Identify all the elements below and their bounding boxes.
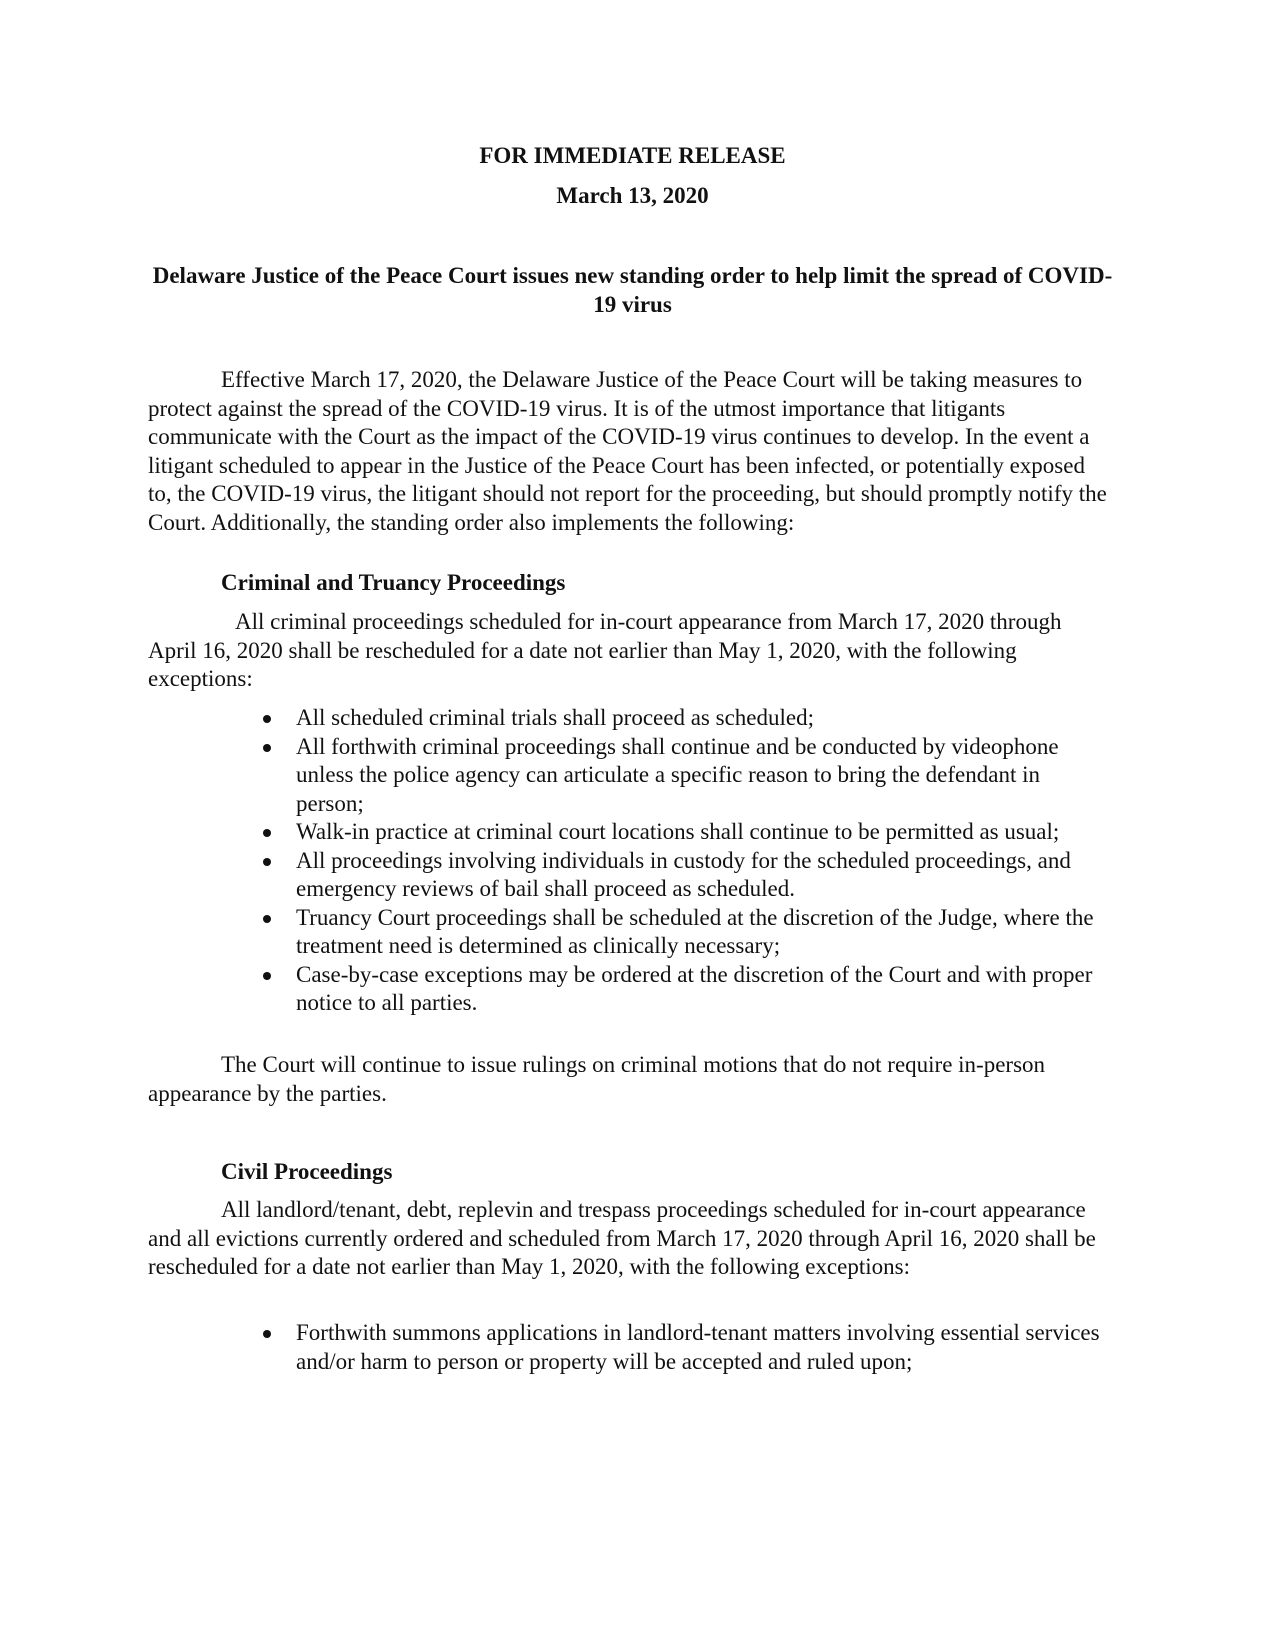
civil-exceptions-list bbox=[296, 1319, 1106, 1376]
list-item: Forthwith summons applications in landlord-tenant matters involving essential services and/or harm to person or property will be accepted and ruled upon; bbox=[296, 1319, 1106, 1376]
release-label: FOR IMMEDIATE RELEASE bbox=[479, 143, 786, 168]
list-item: All proceedings involving individuals in custody for the scheduled proceedings, and emergency reviews of bail shall proceed as scheduled. bbox=[296, 847, 1106, 904]
criminal-closing-paragraph: The Court will continue to issue rulings on criminal motions that do not require in-person appearance by the parties. bbox=[148, 1052, 1046, 1106]
list-item: All scheduled criminal trials shall proceed as scheduled; bbox=[296, 704, 1106, 733]
list-item: Case-by-case exceptions may be ordered at the discretion of the Court and with proper notice to all parties. bbox=[296, 961, 1106, 1018]
list-item: Walk-in practice at criminal court locations shall continue to be permitted as usual; bbox=[296, 818, 1106, 847]
list-item: All forthwith criminal proceedings shall continue and be conducted by videophone unless the police agency can articulate a specific reason to bring the defendant in person; bbox=[296, 733, 1106, 819]
release-date: March 13, 2020 bbox=[556, 183, 709, 208]
criminal-intro-paragraph: All criminal proceedings scheduled for in-court appearance from March 17, 2020 through April 16, 2020 shall be rescheduled for a date not earlier than May 1, 2020, with the following exceptions: bbox=[148, 609, 1062, 692]
civil-heading: Civil Proceedings bbox=[221, 1159, 393, 1184]
criminal-exceptions-list bbox=[296, 704, 1106, 1018]
civil-intro-paragraph: All landlord/tenant, debt, replevin and trespass proceedings scheduled for in-court appearance and all evictions currently ordered and scheduled from March 17, 2020 through April 16, 2020 shall be rescheduled for a date not earlier than May 1, 2020, with the following exceptions: bbox=[148, 1197, 1096, 1280]
criminal-heading: Criminal and Truancy Proceedings bbox=[221, 570, 566, 595]
intro-paragraph: Effective March 17, 2020, the Delaware Justice of the Peace Court will be taking measures to protect against the spread of the COVID-19 virus. It is of the utmost importance that litigants communicate with the Court as the impact of the COVID-19 virus continues to develop. In the event a litigant scheduled to appear in the Justice of the Peace Court has been infected, or potentially exposed to, the COVID-19 virus, the litigant should not report for the proceeding, but should promptly notify the Court. Additionally, the standing order also implements the following: bbox=[148, 367, 1107, 535]
document-title: Delaware Justice of the Peace Court issues new standing order to help limit the spread of COVID-19 virus bbox=[152, 263, 1113, 317]
list-item: Truancy Court proceedings shall be scheduled at the discretion of the Judge, where the treatment need is determined as clinically necessary; bbox=[296, 904, 1106, 961]
